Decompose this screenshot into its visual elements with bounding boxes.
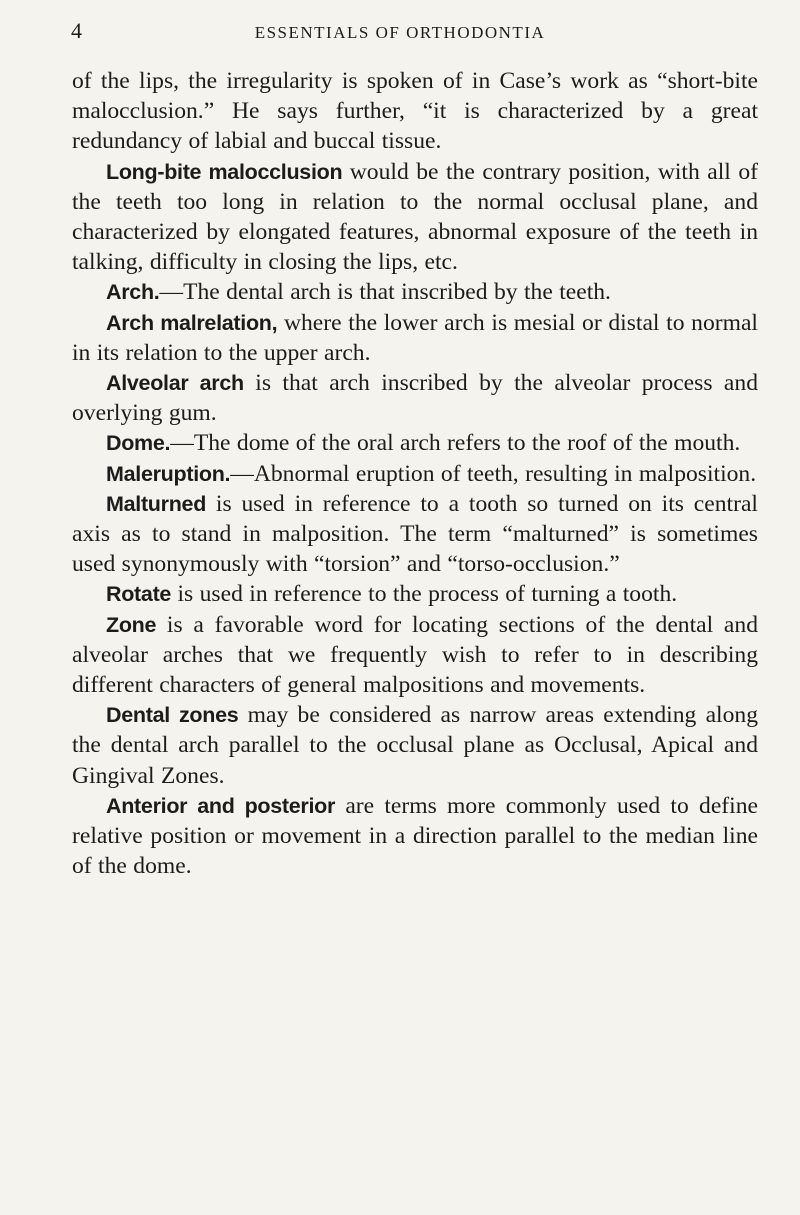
paragraph <box>72 459 758 489</box>
term-heading: Zone <box>106 612 157 637</box>
term-heading: Arch. <box>106 280 160 305</box>
paragraph <box>72 368 758 428</box>
term-heading: Anterior and posterior <box>106 793 336 818</box>
paragraph <box>72 791 758 882</box>
paragraph <box>72 579 758 609</box>
term-heading: Long-bite malocclusion <box>106 159 343 184</box>
paragraph <box>72 277 758 307</box>
paragraph-text: —Abnormal eruption of teeth, resulting in malposition. <box>230 460 757 487</box>
body-text <box>72 66 758 881</box>
paragraph <box>72 308 758 368</box>
term-heading: Arch malrelation, <box>106 310 278 335</box>
paragraph <box>72 610 758 701</box>
paragraph-text: —The dome of the oral arch refers to the roof of the mouth. <box>170 430 741 457</box>
paragraph <box>72 157 758 278</box>
paragraph <box>72 66 758 157</box>
term-heading: Rotate <box>106 582 172 607</box>
term-heading: Dome. <box>106 431 171 456</box>
paragraph-text: is used in reference to the process of turning a tooth. <box>171 581 678 608</box>
term-heading: Malturned <box>106 491 207 516</box>
paragraph-text: —The dental arch is that inscribed by the teeth. <box>159 279 611 306</box>
running-head: ESSENTIALS OF ORTHODONTIA <box>254 23 546 42</box>
term-heading: Dental zones <box>106 703 239 728</box>
page-number: 4 <box>71 18 82 43</box>
paragraph-text: is that arch inscribed by the alveolar process and overlying gum. <box>72 370 758 427</box>
paragraph <box>72 700 758 791</box>
paragraph-text: is used in reference to a tooth so turned on its central axis as to stand in malposition. The term “malturned” is sometimes used synonymously with “torsion” and “torso-occlusion.” <box>72 490 758 578</box>
term-heading: Alveolar arch <box>106 371 244 396</box>
paragraph-text: where the lower arch is mesial or distal to normal in its relation to the upper arch. <box>72 309 758 366</box>
paragraph-text: may be considered as narrow areas extending along the dental arch parallel to the occlusal plane as Occlusal, Apical and Gingival Zones. <box>72 702 758 789</box>
paragraph-text: would be the contrary position, with all of the teeth too long in relation to the normal occlusal plane, and characterized by elongated features, abnormal exposure of the teeth in talking, difficulty in closing the lips, etc. <box>72 158 759 276</box>
paragraph-text: of the lips, the irregularity is spoken of in Case’s work as “short-bite malocclusion.” He says further, “it is characterized by a great redundancy of labial and buccal tissue. <box>72 68 758 155</box>
paragraph <box>72 428 758 458</box>
paragraph-text: are terms more commonly used to define relative position or movement in a direction parallel to the median line of the dome. <box>72 792 758 880</box>
term-heading: Maleruption. <box>106 461 231 486</box>
paragraph <box>72 489 758 580</box>
paragraph-text: is a favorable word for locating sections of the dental and alveolar arches that we frequently wish to refer to in describing different characters of general malpositions and movements. <box>72 611 758 699</box>
